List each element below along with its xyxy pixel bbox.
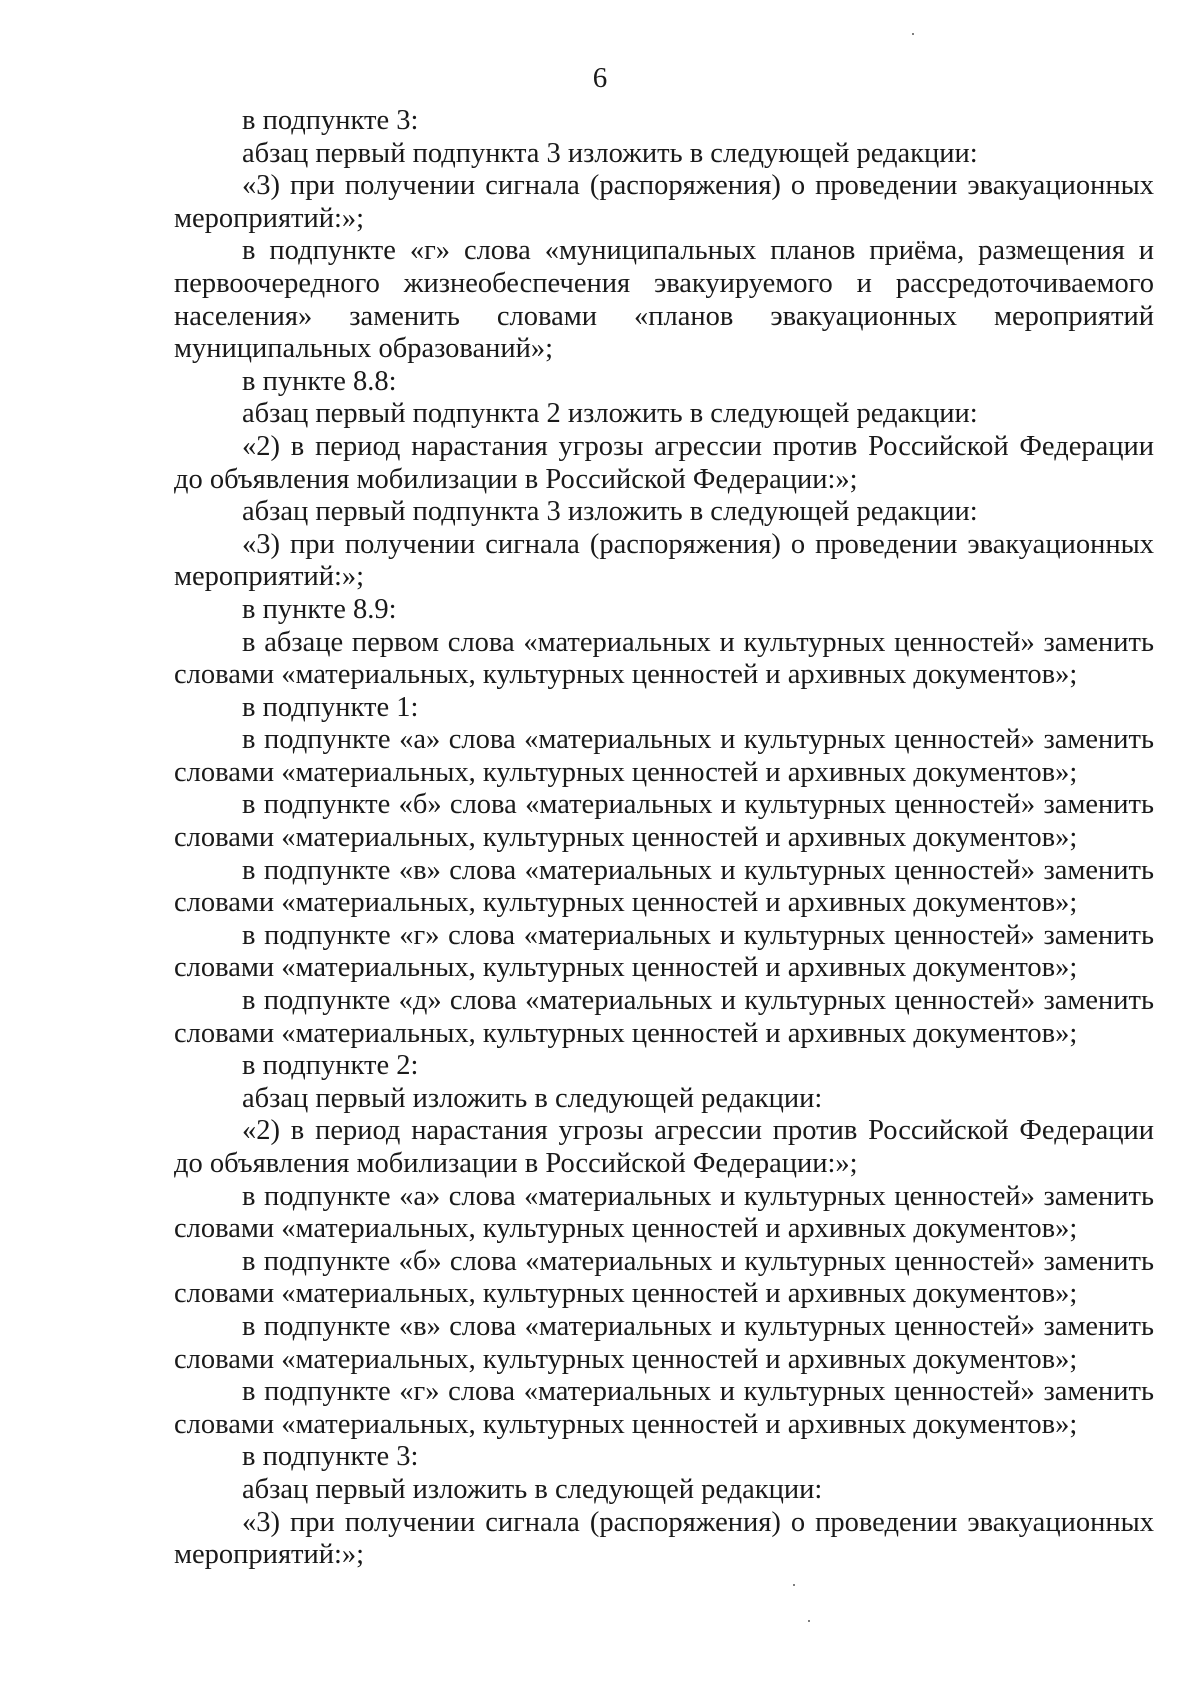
paragraph: абзац первый изложить в следующей редакции: [242,1082,823,1114]
paragraph: в подпункте 1: [242,691,419,723]
paragraph: «2) в период нарастания угрозы агрессии против Российской Федерации до объявления мобилизации в Российской Федерации:»; [174,430,1154,495]
page-number: 6 [592,62,608,94]
paragraph: в подпункте «г» слова «материальных и культурных ценностей» заменить словами «материальных, культурных ценностей и архивных документов»; [174,1376,1154,1440]
paragraph: в подпункте «г» слова «материальных и культурных ценностей» заменить словами «материальных, культурных ценностей и архивных документов»; [174,919,1154,984]
paragraph: в подпункте «в» слова «материальных и культурных ценностей» заменить словами «материальных, культурных ценностей и архивных документов»; [174,854,1154,919]
scan-speck [808,1620,810,1622]
paragraph: в подпункте «д» слова «материальных и культурных ценностей» заменить словами «материальных, культурных ценностей и архивных документов»; [174,985,1154,1049]
paragraph: в пункте 8.8: [242,365,397,397]
paragraph: в подпункте 3: [242,1441,419,1473]
paragraph: абзац первый изложить в следующей редакции: [242,1473,823,1505]
paragraph: в подпункте «б» слова «материальных и культурных ценностей» заменить словами «материальных, культурных ценностей и архивных документов»; [174,789,1154,854]
paragraph: в подпункте «а» слова «материальных и культурных ценностей» заменить словами «материальных, культурных ценностей и архивных документов»; [174,1180,1154,1245]
paragraph: абзац первый подпункта 2 изложить в следующей редакции: [242,398,978,430]
paragraph: «3) при получении сигнала (распоряжения) о проведении эвакуационных мероприятий:»; [174,528,1154,593]
paragraph: абзац первый подпункта 3 изложить в следующей редакции: [242,137,978,169]
scan-speck [793,1584,795,1586]
paragraph: в подпункте «б» слова «материальных и культурных ценностей» заменить словами «материальных, культурных ценностей и архивных документов»; [174,1245,1154,1310]
paragraph: «2) в период нарастания угрозы агрессии против Российской Федерации до объявления мобилизации в Российской Федерации:»; [174,1115,1154,1179]
paragraph: в подпункте 2: [242,1050,419,1082]
paragraph: «3) при получении сигнала (распоряжения) о проведении эвакуационных мероприятий:»; [174,1506,1154,1571]
paragraph: «3) при получении сигнала (распоряжения) о проведении эвакуационных мероприятий:»; [174,170,1154,234]
paragraph: в подпункте «в» слова «материальных и культурных ценностей» заменить словами «материальных, культурных ценностей и архивных документов»; [174,1310,1154,1375]
scan-speck [912,33,914,35]
paragraph: абзац первый подпункта 3 изложить в следующей редакции: [242,496,978,528]
document-body [174,105,1154,1572]
paragraph: в подпункте «г» слова «муниципальных планов приёма, размещения и первоочередного жизнеобеспечения эвакуируемого и рассредоточиваемого населения» заменить словами «планов эвакуационных мероприятий муниципальных образований»; [174,235,1154,365]
paragraph: в пункте 8.9: [242,593,397,625]
paragraph: в подпункте 3: [242,105,419,136]
paragraph: в абзаце первом слова «материальных и культурных ценностей» заменить словами «материальных, культурных ценностей и архивных документов»; [174,626,1154,691]
paragraph: в подпункте «а» слова «материальных и культурных ценностей» заменить словами «материальных, культурных ценностей и архивных документов»; [174,724,1154,788]
